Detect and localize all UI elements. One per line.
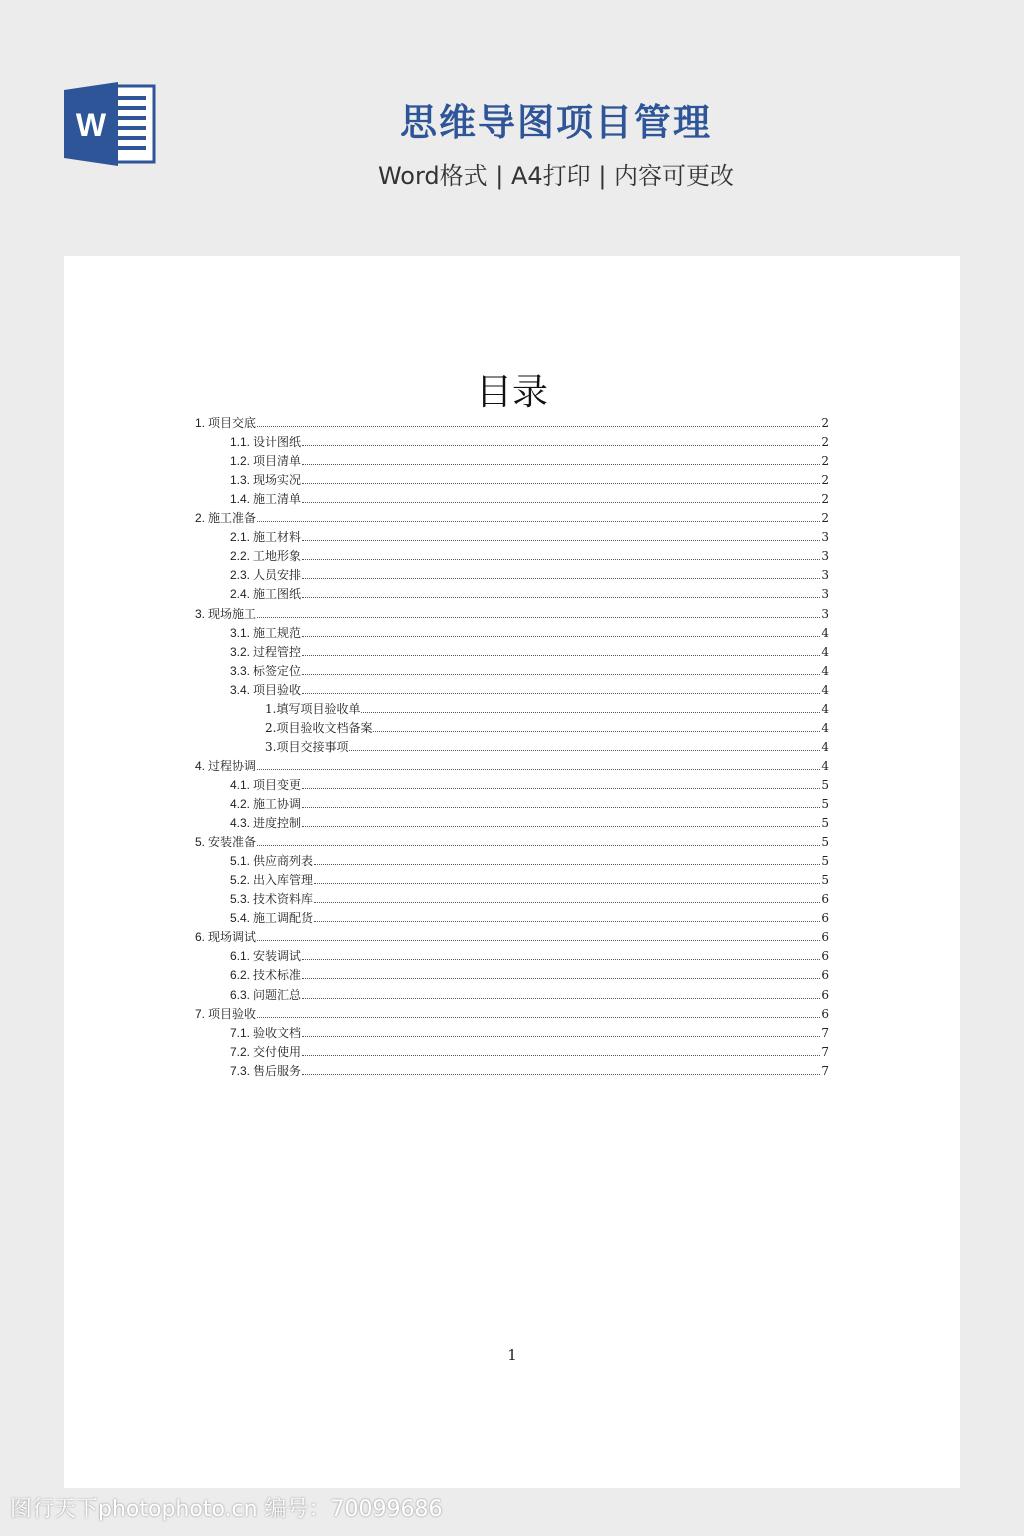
toc-entry-page: 5 xyxy=(821,816,829,831)
toc-entry[interactable] xyxy=(195,945,829,963)
toc-entry-page: 2 xyxy=(821,435,829,450)
toc-entry-page: 6 xyxy=(821,892,829,907)
toc-dot-leader xyxy=(373,730,820,732)
toc-entry-number: 5.4. xyxy=(230,911,251,926)
toc-entry[interactable] xyxy=(195,698,829,716)
toc-entry-page: 4 xyxy=(821,625,829,640)
toc-entry[interactable] xyxy=(195,622,829,640)
toc-entry-page: 3 xyxy=(821,568,829,583)
toc-dot-leader xyxy=(302,1035,820,1037)
toc-entry-page: 6 xyxy=(821,1006,829,1021)
toc-entry-title: 设计图纸 xyxy=(253,435,302,450)
toc-dot-leader xyxy=(314,901,820,903)
toc-entry-number: 6.1. xyxy=(230,949,251,964)
toc-entry[interactable] xyxy=(195,984,829,1002)
toc-entry[interactable] xyxy=(195,926,829,944)
toc-entry-title: 技术资料库 xyxy=(253,892,314,907)
toc-entry-page: 6 xyxy=(821,911,829,926)
toc-entry-number: 2.3. xyxy=(230,568,251,583)
toc-entry-page: 6 xyxy=(821,968,829,983)
toc-dot-leader xyxy=(302,444,820,446)
toc-entry-title: 施工清单 xyxy=(253,492,302,507)
toc-dot-leader xyxy=(302,577,820,579)
toc-entry[interactable] xyxy=(195,450,829,468)
toc-entry[interactable] xyxy=(195,1060,829,1078)
toc-dot-leader xyxy=(302,787,820,789)
toc-entry-title: 现场实况 xyxy=(253,473,302,488)
toc-dot-leader xyxy=(314,882,820,884)
toc-entry[interactable] xyxy=(195,812,829,830)
toc-entry-page: 7 xyxy=(821,1025,829,1040)
toc-entry[interactable] xyxy=(195,412,829,430)
toc-entry[interactable] xyxy=(195,755,829,773)
toc-entry-page: 4 xyxy=(821,663,829,678)
toc-entry[interactable] xyxy=(195,774,829,792)
toc-title: 目录 xyxy=(475,372,548,413)
toc-dot-leader xyxy=(302,673,820,675)
toc-entry-page: 5 xyxy=(821,873,829,888)
toc-entry-number: 7.3. xyxy=(230,1063,251,1078)
toc-entry[interactable] xyxy=(195,793,829,811)
toc-entry-page: 3 xyxy=(821,530,829,545)
header-subtitle: Word格式 | A4打印 | 内容可更改 xyxy=(377,162,735,190)
toc-entry[interactable] xyxy=(195,488,829,506)
toc-entry[interactable] xyxy=(195,869,829,887)
toc-entry-title: 工地形象 xyxy=(253,549,302,564)
toc-dot-leader xyxy=(302,825,820,827)
toc-dot-leader xyxy=(302,654,820,656)
toc-dot-leader xyxy=(302,482,820,484)
toc-entry-title: 验收文档 xyxy=(253,1025,302,1040)
toc-entry[interactable] xyxy=(195,603,829,621)
page-number: 1 xyxy=(507,1346,517,1364)
toc-entry-number: 5. xyxy=(195,835,206,850)
toc-entry-page: 5 xyxy=(821,835,829,850)
toc-entry-title: 交付使用 xyxy=(253,1044,302,1059)
toc-dot-leader xyxy=(302,1073,820,1075)
toc-entry-number: 7.2. xyxy=(230,1044,251,1059)
toc-entry-page: 5 xyxy=(821,797,829,811)
toc-entry[interactable] xyxy=(195,964,829,982)
toc-entry[interactable] xyxy=(195,641,829,659)
toc-entry-page: 4 xyxy=(821,739,829,754)
toc-entry[interactable] xyxy=(195,850,829,868)
toc-entry-title: 出入库管理 xyxy=(253,873,314,888)
toc-entry-number: 2. xyxy=(195,511,206,526)
toc-entry-number: 7.1. xyxy=(230,1025,251,1040)
toc-entry-number: 3. xyxy=(195,606,206,621)
toc-dot-leader xyxy=(302,997,820,999)
toc-entry-page: 2 xyxy=(821,454,829,469)
toc-entry-title: 3.项目交接事项 xyxy=(265,739,349,754)
toc-entry-title: 人员安排 xyxy=(253,568,302,583)
toc-entry-number: 5.1. xyxy=(230,854,251,869)
toc-entry[interactable] xyxy=(195,1022,829,1040)
toc-entry-title: 项目验收 xyxy=(208,1006,257,1021)
toc-entry-number: 6. xyxy=(195,930,206,945)
toc-entry-number: 4.2. xyxy=(230,797,251,811)
toc-entry-page: 2 xyxy=(821,511,829,526)
toc-entry-title: 2.项目验收文档备案 xyxy=(265,720,373,735)
toc-entry-number: 5.2. xyxy=(230,873,251,888)
toc-entry-title: 施工材料 xyxy=(253,530,302,545)
toc-entry-page: 6 xyxy=(821,930,829,945)
toc-entry[interactable] xyxy=(195,469,829,487)
toc-dot-leader xyxy=(257,616,820,618)
toc-dot-leader xyxy=(302,596,820,598)
toc-entry-title: 标签定位 xyxy=(253,663,302,678)
toc-entry-page: 5 xyxy=(821,854,829,869)
toc-entry[interactable] xyxy=(195,526,829,544)
toc-entry-title: 安装调试 xyxy=(253,949,302,964)
header xyxy=(0,0,1024,240)
toc-entry-title: 施工调配货 xyxy=(253,911,314,926)
toc-entry-page: 4 xyxy=(821,701,829,716)
toc-entry-title: 项目变更 xyxy=(253,777,302,792)
toc-dot-leader xyxy=(302,539,820,541)
toc-dot-leader xyxy=(257,768,820,770)
toc-entry-number: 4.1. xyxy=(230,777,251,792)
toc-entry-number: 1.4. xyxy=(230,492,251,507)
toc-entry-title: 过程管控 xyxy=(253,644,302,659)
toc-entry-title: 项目清单 xyxy=(253,454,302,469)
toc-dot-leader xyxy=(257,520,820,522)
toc-entry-title: 项目交底 xyxy=(208,416,257,430)
toc-dot-leader xyxy=(302,463,820,465)
toc-entry[interactable] xyxy=(195,564,829,582)
toc-entry-title: 售后服务 xyxy=(253,1063,302,1078)
toc-entry-title: 现场调试 xyxy=(208,930,257,945)
toc-dot-leader xyxy=(257,844,820,846)
toc-entry-page: 5 xyxy=(821,777,829,792)
toc-entry-title: 现场施工 xyxy=(208,606,257,621)
toc-entry-number: 7. xyxy=(195,1006,206,1021)
toc-entry[interactable] xyxy=(195,888,829,906)
toc-dot-leader xyxy=(314,920,820,922)
toc-entry-page: 4 xyxy=(821,758,829,773)
toc-entry-title: 施工准备 xyxy=(208,511,257,526)
toc-dot-leader xyxy=(314,863,820,865)
toc-dot-leader xyxy=(302,501,820,503)
toc-dot-leader xyxy=(302,958,820,960)
toc-dot-leader xyxy=(257,939,820,941)
toc-entry-number: 6.2. xyxy=(230,968,251,983)
toc-entry-page: 7 xyxy=(821,1063,829,1078)
toc-dot-leader xyxy=(302,692,820,694)
toc-entry[interactable] xyxy=(195,831,829,849)
toc-entry-number: 6.3. xyxy=(230,987,251,1002)
toc-entry[interactable] xyxy=(195,431,829,449)
toc-entry[interactable] xyxy=(195,1041,829,1059)
toc-entry[interactable] xyxy=(195,660,829,678)
toc-entry-page: 2 xyxy=(821,416,829,430)
toc-entry[interactable] xyxy=(195,907,829,925)
toc-entry-title: 进度控制 xyxy=(253,816,302,831)
toc-dot-leader xyxy=(257,425,820,427)
toc-entry-number: 1.1. xyxy=(230,435,251,450)
toc-entry-page: 6 xyxy=(821,987,829,1002)
toc-dot-leader xyxy=(257,1016,820,1018)
toc-entry-page: 6 xyxy=(821,949,829,964)
toc-entry[interactable] xyxy=(195,717,829,735)
toc-entry-title: 技术标准 xyxy=(253,968,302,983)
toc-entry-page: 4 xyxy=(821,644,829,659)
toc-entry-page: 7 xyxy=(821,1044,829,1059)
toc-entry-number: 2.4. xyxy=(230,587,251,602)
toc-entry-title: 过程协调 xyxy=(208,758,257,773)
toc-entry-title: 供应商列表 xyxy=(253,854,314,869)
toc-entry-number: 1. xyxy=(195,416,206,430)
toc-dot-leader xyxy=(349,749,820,751)
toc-dot-leader xyxy=(302,558,820,560)
toc-entry-number: 4. xyxy=(195,758,206,773)
document-page xyxy=(64,256,960,1488)
toc-entry-number: 2.1. xyxy=(230,530,251,545)
toc-dot-leader xyxy=(302,977,820,979)
toc-entry[interactable] xyxy=(195,583,829,601)
toc-entry[interactable] xyxy=(195,545,829,563)
toc-entry-title: 施工图纸 xyxy=(253,587,302,602)
toc-entry-page: 4 xyxy=(821,682,829,697)
toc-entry[interactable] xyxy=(195,507,829,525)
toc-entry-number: 3.1. xyxy=(230,625,251,640)
toc-entry-title: 安装准备 xyxy=(208,835,257,850)
toc-entry[interactable] xyxy=(195,679,829,697)
toc-entry-page: 3 xyxy=(821,587,829,602)
toc-entry-number: 4.3. xyxy=(230,816,251,831)
toc-entry-page: 3 xyxy=(821,549,829,564)
toc-entry-number: 3.2. xyxy=(230,644,251,659)
toc-entry-page: 2 xyxy=(821,473,829,488)
toc-entry[interactable] xyxy=(195,1003,829,1021)
toc-dot-leader xyxy=(361,711,820,713)
toc-dot-leader xyxy=(302,1054,820,1056)
word-document-icon xyxy=(64,82,156,166)
toc-entry-title: 施工协调 xyxy=(253,797,302,811)
toc-entry-number: 3.4. xyxy=(230,682,251,697)
toc-entry-page: 2 xyxy=(821,492,829,507)
watermark: 图行天下photophoto.cn 编号：70099686 xyxy=(10,1497,443,1522)
toc-entry-title: 问题汇总 xyxy=(253,987,302,1002)
toc-entry-title: 项目验收 xyxy=(253,682,302,697)
header-title: 思维导图项目管理 xyxy=(400,101,712,144)
logo-letter: W xyxy=(75,107,107,143)
toc-entry-number: 3.3. xyxy=(230,663,251,678)
toc-entry-number: 5.3. xyxy=(230,892,251,907)
toc-entry-page: 3 xyxy=(821,606,829,621)
toc-entry-title: 施工规范 xyxy=(253,625,302,640)
toc-entry-number: 1.2. xyxy=(230,454,251,469)
toc-entry-number: 2.2. xyxy=(230,549,251,564)
toc-entry[interactable] xyxy=(195,736,829,754)
toc-entry-title: 1.填写项目验收单 xyxy=(265,701,361,716)
toc-dot-leader xyxy=(302,635,820,637)
toc-dot-leader xyxy=(302,806,820,808)
toc-entry-number: 1.3. xyxy=(230,473,251,488)
toc-entry-page: 4 xyxy=(821,720,829,735)
